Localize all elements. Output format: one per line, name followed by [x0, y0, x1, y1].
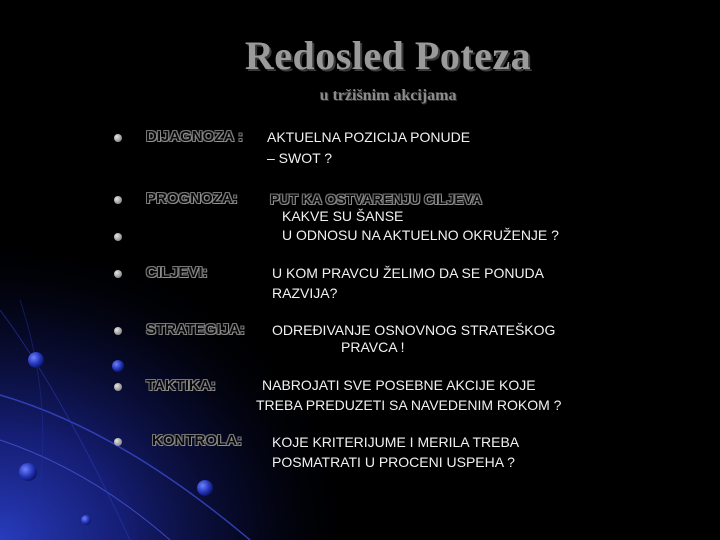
slide-title: Redosled Poteza [244, 33, 532, 78]
orb [112, 360, 124, 372]
row-label-ciljevi: CILJEVI: [146, 264, 208, 281]
row-text: POSMATRATI U PROCENI USPEHA ? [272, 454, 515, 470]
row-label-kontrola: KONTROLA: [152, 432, 242, 449]
row-text: PUT KA OSTVARENJU CILJEVA [270, 191, 483, 207]
row-text: PRAVCA ! [341, 339, 405, 355]
bullet [114, 438, 122, 446]
orb [19, 463, 37, 481]
row-text: RAZVIJA? [272, 285, 338, 301]
slide-subtitle: u tržišnim akcijama [319, 87, 457, 104]
row-text: NABROJATI SVE POSEBNE AKCIJE KOJE [262, 377, 536, 393]
row-label-strategija: STRATEGIJA: [146, 321, 245, 338]
bullet [114, 196, 122, 204]
row-label-dijagnoza: DIJAGNOZA : [146, 128, 243, 145]
row-label-taktika: TAKTIKA: [146, 377, 216, 394]
orb [28, 352, 44, 368]
row-text: – SWOT ? [267, 150, 333, 166]
bullet [114, 270, 122, 278]
row-text: KAKVE SU ŠANSE [282, 208, 404, 224]
row-text: AKTUELNA POZICIJA PONUDE [267, 129, 471, 145]
row-label-prognoza: PROGNOZA: [146, 190, 238, 207]
row-text: KOJE KRITERIJUME I MERILA TREBA [272, 434, 520, 450]
bullet [114, 327, 122, 335]
bullet [114, 233, 122, 241]
row-text: U KOM PRAVCU ŽELIMO DA SE PONUDA [272, 265, 545, 281]
bullet [114, 134, 122, 142]
row-text: ODREĐIVANJE OSNOVNOG STRATEŠKOG [272, 322, 556, 338]
row-text: U ODNOSU NA AKTUELNO OKRUŽENJE ? [282, 227, 559, 243]
orb [81, 515, 91, 525]
bullet [114, 383, 122, 391]
orb [197, 480, 213, 496]
row-text: TREBA PREDUZETI SA NAVEDENIM ROKOM ? [256, 397, 562, 413]
